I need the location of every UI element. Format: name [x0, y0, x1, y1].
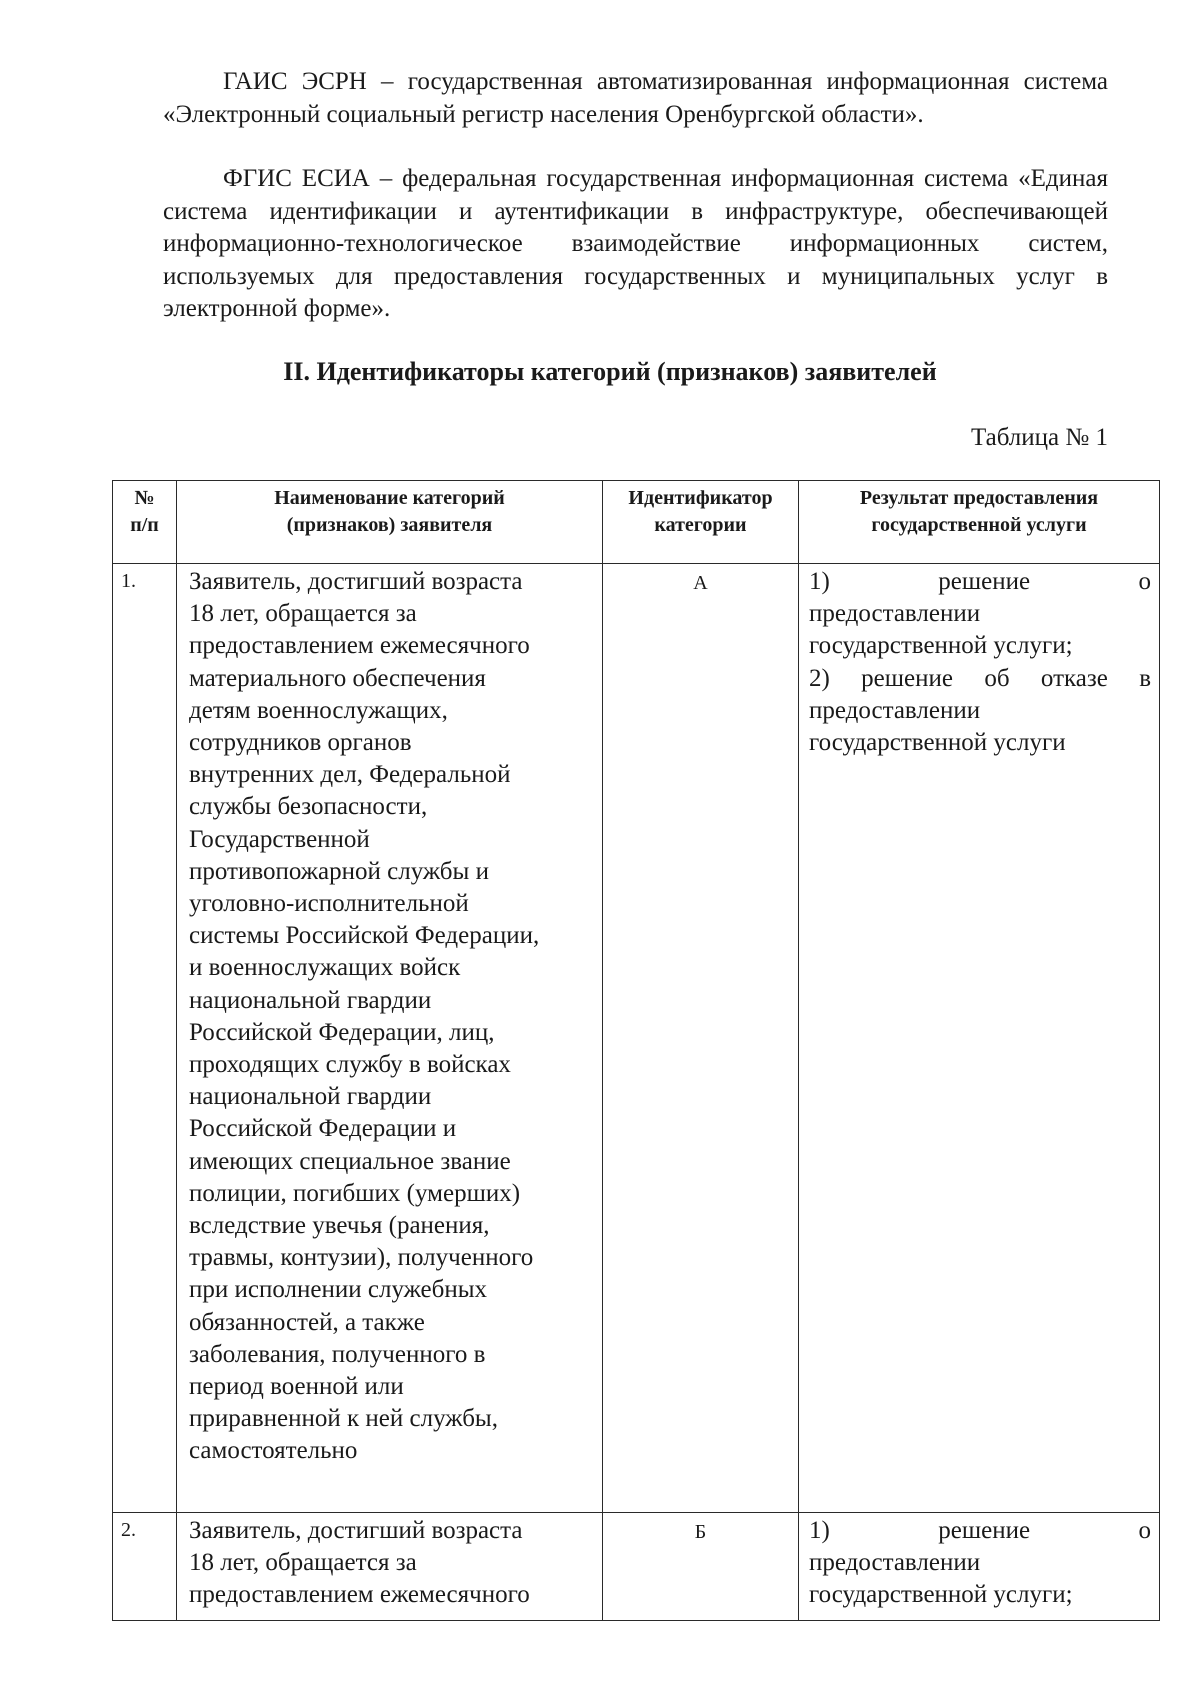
category-name-line: национальной гвардии — [189, 1083, 432, 1111]
category-name-line: системы Российской Федерации, — [189, 922, 540, 950]
header-category-name-line1: Наименование категорий — [274, 487, 505, 509]
category-name-line: заболевания, полученного в — [189, 1340, 486, 1368]
category-name-line: предоставлением ежемесячного — [189, 632, 530, 660]
category-name-line: вследствие увечья (ранения, — [189, 1212, 490, 1240]
section-title: II. Идентификаторы категорий (признаков) заявителей — [283, 357, 937, 386]
table-row — [113, 564, 1160, 1513]
paragraph-fgis-definition — [163, 163, 1108, 326]
row-category-name — [177, 564, 603, 1513]
category-name-line: имеющих специальное звание — [189, 1147, 511, 1175]
category-name-line: национальной гвардии — [189, 986, 432, 1014]
header-category-identifier — [603, 481, 799, 564]
table-row — [113, 1513, 1160, 1621]
header-result-line1: Результат предоставления — [859, 487, 1099, 509]
row-service-result — [799, 564, 1160, 1513]
category-name-line: Заявитель, достигший возраста — [189, 1517, 523, 1544]
row-category-name — [177, 1513, 603, 1621]
category-name-line: 18 лет, обращается за — [189, 1549, 417, 1577]
result-line: предоставлении — [809, 1549, 981, 1577]
category-name-line: травмы, контузии), полученного — [189, 1244, 534, 1272]
header-number-line2: п/п — [130, 514, 159, 536]
paragraph-gais-text: ГАИС ЭСРН – государственная автоматизированная информационная система «Электронный социальный регистр населения Оренбургской области». — [163, 68, 1108, 128]
categories-table — [112, 480, 1160, 1621]
header-number — [113, 481, 177, 564]
row-number: 2. — [113, 1513, 177, 1621]
category-name-line: обязанностей, а также — [189, 1308, 425, 1336]
category-name-line: и военнослужащих войск — [189, 954, 461, 982]
result-line: государственной услуги; — [809, 1581, 1073, 1609]
paragraph-fgis-text: ФГИС ЕСИА – федеральная государственная информационная система «Единая система идентификации и аутентификации в инфраструктуре, обеспечивающей информационно-технологическое взаимодействие информационных систем, используемых для предоставления государственных и муниципальных услуг в электронной форме». — [163, 165, 1108, 322]
category-name-line: Российской Федерации, лиц, — [189, 1018, 495, 1046]
category-name-line: уголовно-исполнительной — [189, 890, 469, 918]
category-name-line: внутренних дел, Федеральной — [189, 761, 511, 789]
row-category-identifier: Б — [603, 1513, 799, 1621]
category-name-line: самостоятельно — [189, 1437, 358, 1465]
result-line: предоставлении — [809, 600, 981, 628]
category-name-line: проходящих службу в войсках — [189, 1051, 511, 1079]
result-line: 1) решение о — [809, 568, 1151, 595]
category-name-line: приравненной к ней службы, — [189, 1405, 498, 1433]
category-name-line: службы безопасности, — [189, 793, 428, 821]
category-name-line: 18 лет, обращается за — [189, 600, 417, 628]
result-line: предоставлении — [809, 696, 981, 724]
category-name-line: полиции, погибших (умерших) — [189, 1179, 521, 1207]
table-header-row — [113, 481, 1160, 564]
category-name-line: детям военнослужащих, — [189, 696, 448, 724]
category-name-line: сотрудников органов — [189, 729, 412, 757]
header-identifier-line2: категории — [654, 514, 747, 536]
header-number-line1: № — [134, 487, 155, 509]
category-name-line: предоставлением ежемесячного — [189, 1581, 530, 1609]
row-number: 1. — [113, 564, 177, 1513]
paragraph-gais-definition — [163, 66, 1108, 131]
category-name-line: материального обеспечения — [189, 664, 486, 692]
category-name-line: Российской Федерации и — [189, 1115, 457, 1143]
row-category-identifier: А — [603, 564, 799, 1513]
result-line: государственной услуги — [809, 729, 1066, 757]
result-line: 2) решение об отказе в — [809, 664, 1151, 692]
header-category-name — [177, 481, 603, 564]
table-caption: Таблица № 1 — [970, 424, 1108, 451]
header-category-name-line2: (признаков) заявителя — [286, 514, 493, 536]
header-result-line2: государственной услуги — [871, 514, 1087, 536]
result-line: государственной услуги; — [809, 632, 1073, 660]
category-name-line: противопожарной службы и — [189, 857, 489, 885]
row-service-result — [799, 1513, 1160, 1621]
category-name-line: Государственной — [189, 825, 370, 853]
category-name-line: период военной или — [189, 1373, 404, 1401]
header-service-result — [799, 481, 1160, 564]
category-name-line: при исполнении служебных — [189, 1276, 488, 1304]
header-identifier-line1: Идентификатор — [628, 487, 773, 509]
category-name-line: Заявитель, достигший возраста — [189, 568, 523, 595]
result-line: 1) решение о — [809, 1517, 1151, 1544]
